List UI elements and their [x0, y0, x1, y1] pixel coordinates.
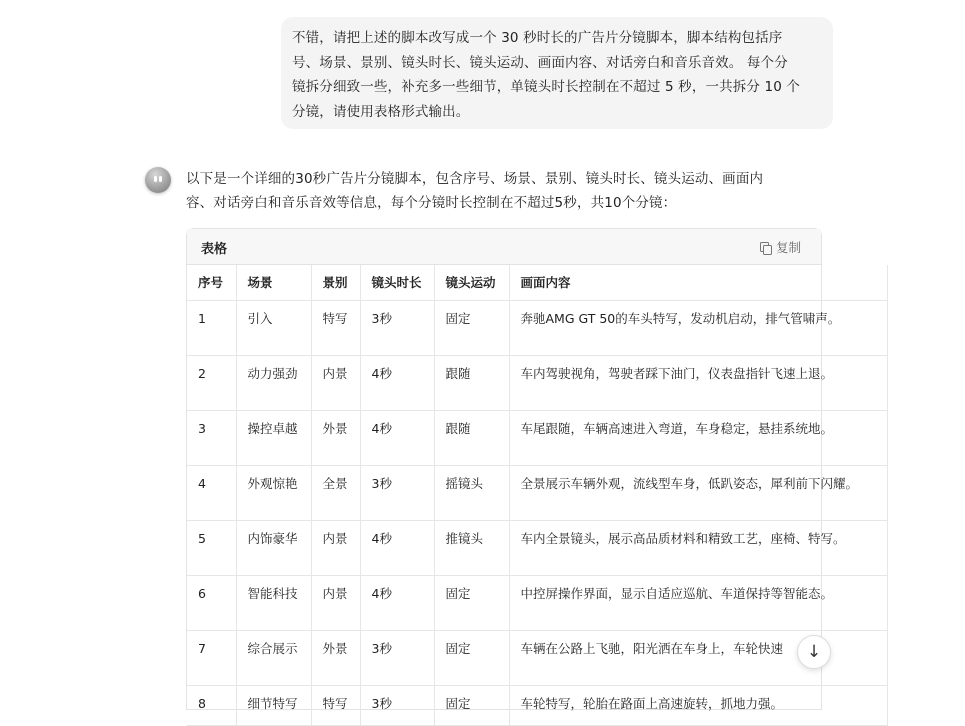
cell-scene: 内饰豪华: [236, 520, 311, 575]
assistant-intro-text: [186, 167, 806, 215]
cell-duration: 4秒: [360, 410, 434, 465]
table-card: [186, 228, 859, 711]
cell-duration: 3秒: [360, 685, 434, 725]
user-message-line: 号、场景、景别、镜头时长、镜头运动、画面内容、对话旁白和音乐音效。 每个分: [292, 54, 788, 71]
table-row: [187, 520, 887, 575]
cell-content: 车轮特写，轮胎在路面上高速旋转，抓地力强。: [509, 685, 887, 725]
copy-button-label: 复制: [775, 240, 801, 255]
cell-no: 4: [187, 465, 236, 520]
cell-no: 1: [187, 300, 236, 355]
table-header-row: [187, 265, 887, 300]
user-message-line: 不错，请把上述的脚本改写成一个 30 秒时长的广告片分镜脚本，脚本结构包括序: [292, 30, 783, 46]
avatar-eye: [154, 176, 157, 182]
table-card-title: 表格: [201, 242, 228, 257]
cell-duration: 4秒: [360, 520, 434, 575]
table-row: [187, 575, 887, 630]
table-row: [187, 630, 887, 685]
cell-movement: 跟随: [434, 355, 509, 410]
cell-scene: 动力强劲: [236, 355, 311, 410]
scroll-to-bottom-button[interactable]: [797, 635, 831, 669]
cell-shot: 外景: [311, 630, 360, 685]
table-card-header: [187, 229, 821, 265]
user-message-bubble: [281, 17, 833, 129]
assistant-intro-line: 容、对话旁白和音乐音效等信息，每个分镜时长控制在不超过5秒，共10个分镜：: [186, 195, 677, 211]
user-message-line: 镜拆分细致一些，补充多一些细节，单镜头时长控制在不超过 5 秒，一共拆分 10 个: [292, 79, 801, 96]
cell-content: 车尾跟随，车辆高速进入弯道，车身稳定，悬挂系统地。: [509, 410, 887, 465]
cell-shot: 特写: [311, 685, 360, 725]
column-header: 场景: [236, 265, 311, 300]
column-header: 镜头时长: [360, 265, 434, 300]
cell-duration: 3秒: [360, 465, 434, 520]
column-header: 序号: [187, 265, 236, 300]
cell-duration: 4秒: [360, 575, 434, 630]
copy-table-button[interactable]: [760, 238, 801, 256]
cell-movement: 固定: [434, 575, 509, 630]
cell-no: 5: [187, 520, 236, 575]
cell-shot: 内景: [311, 520, 360, 575]
cell-content: 奔驰AMG GT 50的车头特写，发动机启动，排气管啸声。: [509, 300, 887, 355]
cell-shot: 特写: [311, 300, 360, 355]
cell-movement: 摇镜头: [434, 465, 509, 520]
cell-movement: 固定: [434, 630, 509, 685]
cell-movement: 固定: [434, 300, 509, 355]
cell-scene: 智能科技: [236, 575, 311, 630]
column-header: 镜头运动: [434, 265, 509, 300]
cell-shot: 外景: [311, 410, 360, 465]
cell-no: 8: [187, 685, 236, 725]
table-row: [187, 465, 887, 520]
avatar-eye: [159, 176, 162, 182]
cell-shot: 内景: [311, 355, 360, 410]
cell-movement: 推镜头: [434, 520, 509, 575]
cell-movement: 跟随: [434, 410, 509, 465]
cell-duration: 3秒: [360, 300, 434, 355]
cell-content: 全景展示车辆外观，流线型车身，低趴姿态，犀利前下闪耀。: [509, 465, 887, 520]
cell-scene: 外观惊艳: [236, 465, 311, 520]
cell-content: 中控屏操作界面，显示自适应巡航、车道保持等智能态。: [509, 575, 887, 630]
table-row: [187, 355, 887, 410]
assistant-intro-line: 以下是一个详细的30秒广告片分镜脚本，包含序号、场景、景别、镜头时长、镜头运动、画面内: [186, 171, 764, 187]
storyboard-table: [187, 265, 888, 726]
cell-no: 3: [187, 410, 236, 465]
cell-scene: 综合展示: [236, 630, 311, 685]
cell-scene: 操控卓越: [236, 410, 311, 465]
table-row: [187, 685, 887, 725]
cell-duration: 4秒: [360, 355, 434, 410]
cell-no: 2: [187, 355, 236, 410]
column-header: 景别: [311, 265, 360, 300]
arrow-down-icon: ↓: [806, 642, 822, 662]
cell-no: 7: [187, 630, 236, 685]
cell-duration: 3秒: [360, 630, 434, 685]
cell-scene: 引入: [236, 300, 311, 355]
assistant-avatar-icon: [145, 167, 171, 193]
table-row: [187, 300, 887, 355]
cell-no: 6: [187, 575, 236, 630]
cell-content: 车辆在公路上飞驰，阳光洒在车身上，车轮快速: [509, 630, 887, 685]
column-header: 画面内容: [509, 265, 887, 300]
cell-content: 车内驾驶视角，驾驶者踩下油门，仪表盘指针飞速上退。: [509, 355, 887, 410]
table-row: [187, 410, 887, 465]
cell-content: 车内全景镜头，展示高品质材料和精致工艺，座椅、特写。: [509, 520, 887, 575]
cell-shot: 内景: [311, 575, 360, 630]
cell-movement: 固定: [434, 685, 509, 725]
user-message-line: 分镜，请使用表格形式输出。: [292, 104, 470, 121]
cell-scene: 细节特写: [236, 685, 311, 725]
cell-shot: 全景: [311, 465, 360, 520]
copy-icon: [760, 242, 771, 253]
